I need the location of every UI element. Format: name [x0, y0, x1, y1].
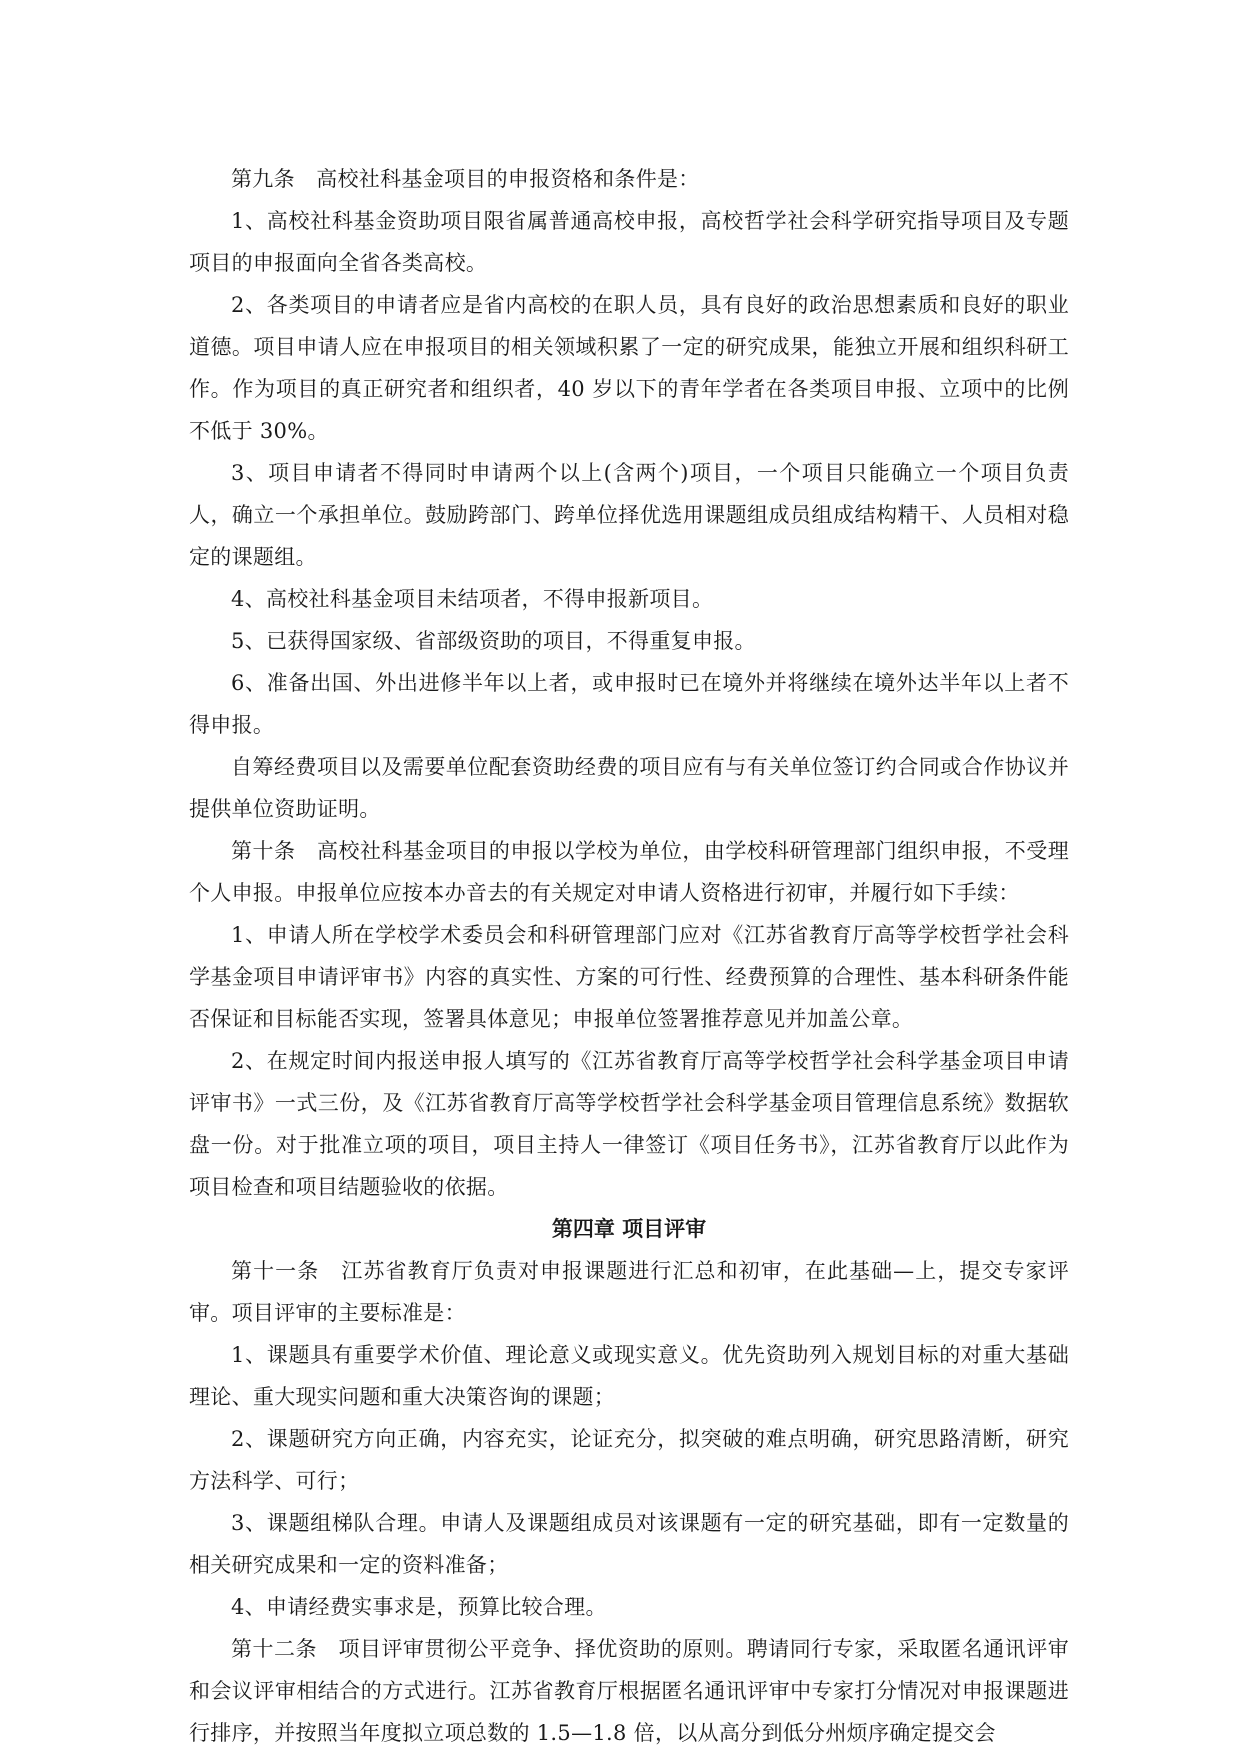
article-9-note: 自筹经费项目以及需要单位配套资助经费的项目应有与有关单位签订约合同或合作协议并提供单位资助证明。 — [189, 755, 1069, 821]
article-11-item-2: 2、课题研究方向正确，内容充实，论证充分，拟突破的难点明确，研究思路清断，研究方法科学、可行； — [189, 1427, 1069, 1493]
article-10-paragraph: 第十条 高校社科基金项目的申报以学校为单位，由学校科研管理部门组织申报，不受理个人申报。申报单位应按本办音去的有关规定对申请人资格进行初审，并履行如下手续： — [189, 839, 1069, 905]
article-12-paragraph: 第十二条 项目评审贯彻公平竞争、择优资助的原则。聘请同行专家，采取匿名通讯评审和会议评审相结合的方式进行。江苏省教育厅根据匿名通讯评审中专家打分情况对申报课题进行排序，并按照当年度拟立项总数的 1.5—1.8 倍，以从高分到低分州烦序确定提交会 — [189, 1637, 1069, 1745]
article-10-item-2: 2、在规定时间内报送申报人填写的《江苏省教育厅高等学校哲学社会科学基金项目申请评审书》一式三份，及《江苏省教育厅高等学校哲学社会科学基金项目管理信息系统》数据软盘一份。对于批准立项的项目，项目主持人一律签订《项目任务书》，江苏省教育厅以此作为项目检查和项目结题验收的依据。 — [189, 1049, 1069, 1199]
article-9-item-3: 3、项目申请者不得同时申请两个以上(含两个)项目，一个项目只能确立一个项目负责人，确立一个承担单位。鼓励跨部门、跨单位择优选用课题组成员组成结构精干、人员相对稳定的课题组。 — [189, 461, 1069, 569]
article-10-item-1: 1、申请人所在学校学术委员会和科研管理部门应对《江苏省教育厅高等学校哲学社会科学基金项目申请评审书》内容的真实性、方案的可行性、经费预算的合理性、基本科研条件能否保证和目标能否实现，签署具体意见；申报单位签署推荐意见并加盖公章。 — [189, 923, 1069, 1031]
article-9-item-2: 2、各类项目的申请者应是省内高校的在职人员，具有良好的政治思想素质和良好的职业道德。项目申请人应在申报项目的相关领域积累了一定的研究成果，能独立开展和组织科研工作。作为项目的真正研究者和组织者，40 岁以下的青年学者在各类项目申报、立项中的比例不低于 30%。 — [189, 293, 1069, 443]
article-11-item-3: 3、课题组梯队合理。申请人及课题组成员对该课题有一定的研究基础，即有一定数量的相关研究成果和一定的资料准备； — [189, 1511, 1069, 1577]
article-11-item-1: 1、课题具有重要学术价值、理论意义或现实意义。优先资助列入规划目标的对重大基础理论、重大现实问题和重大决策咨询的课题； — [189, 1343, 1069, 1409]
article-9-item-6: 6、准备出国、外出进修半年以上者，或申报时已在境外并将继续在境外达半年以上者不得申报。 — [189, 671, 1069, 737]
article-11-paragraph: 第十一条 江苏省教育厅负责对申报课题进行汇总和初审，在此基础—上，提交专家评审。项目评审的主要标准是： — [189, 1259, 1069, 1325]
article-9-item-4: 4、高校社科基金项目未结项者，不得申报新项目。 — [231, 587, 714, 611]
document-body — [189, 158, 1069, 1754]
chapter-heading: 第四章 项目评审 — [551, 1217, 707, 1241]
article-9-item-1: 1、高校社科基金资助项目限省属普通高校申报，高校哲学社会科学研究指导项目及专题项目的申报面向全省各类高校。 — [189, 209, 1069, 275]
article-9-item-5: 5、已获得国家级、省部级资助的项目，不得重复申报。 — [231, 629, 756, 653]
article-9-paragraph: 第九条 高校社科基金项目的申报资格和条件是： — [231, 167, 700, 191]
article-11-item-4: 4、申请经费实事求是，预算比较合理。 — [231, 1595, 607, 1619]
